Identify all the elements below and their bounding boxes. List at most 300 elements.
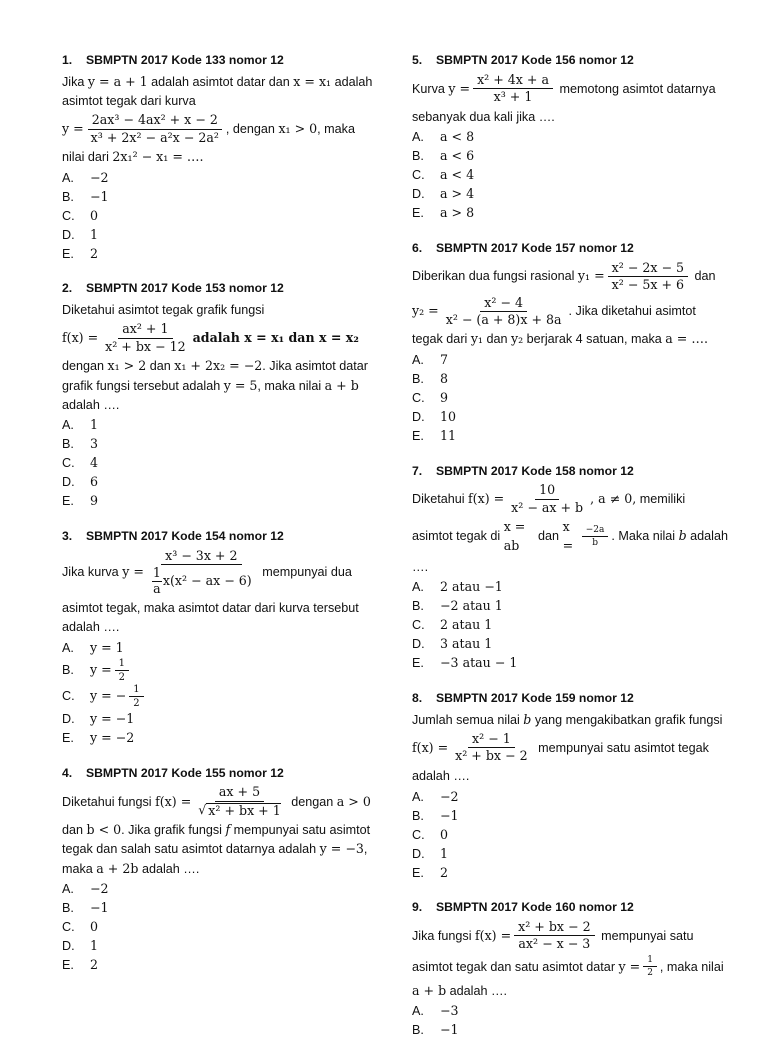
option-letter: D. — [412, 637, 425, 652]
option-value: −1 — [440, 807, 459, 823]
answer-option — [412, 408, 728, 427]
option-value: 3 atau 1 — [440, 636, 493, 652]
option-letter: C. — [412, 618, 425, 633]
question-heading: SBMPTN 2017 Kode 158 nomor 12 — [436, 463, 634, 478]
answer-option — [62, 684, 374, 710]
text: Diketahui fungsi — [62, 794, 156, 809]
equation-lhs: f(x) = — [62, 330, 99, 346]
question-text-line — [412, 955, 728, 979]
fraction — [473, 73, 553, 105]
radicand: x² + bx + 1 — [208, 802, 281, 818]
text: berjarak 4 satuan, maka — [523, 332, 666, 347]
answer-option — [412, 351, 728, 370]
option-value: −2 — [440, 788, 459, 804]
math-expression: 2x₁² − x₁ = …. — [112, 149, 204, 165]
option-letter: A. — [412, 789, 424, 804]
text: Jumlah semua nilai — [412, 712, 524, 727]
option-letter: D. — [62, 475, 75, 490]
math-expression: y₂ — [511, 331, 524, 347]
text: mempunyai satu — [597, 928, 694, 943]
fraction-denominator: x² − ax + b — [511, 499, 584, 515]
text: asimtot tegak di — [412, 529, 504, 544]
option-value: 0 — [90, 207, 99, 223]
question-text-line — [62, 860, 374, 878]
fraction-numerator: ax + 5 — [215, 785, 264, 801]
option-letter: B. — [412, 808, 424, 823]
answer-option — [62, 937, 374, 956]
fraction-denominator: 2 — [647, 968, 653, 979]
answer-options — [62, 168, 374, 263]
option-letter: C. — [412, 391, 425, 406]
option-value: y = − — [90, 688, 127, 704]
question-heading: SBMPTN 2017 Kode 157 nomor 12 — [436, 240, 634, 255]
math-expression: x = x₁ — [293, 73, 332, 89]
answer-option — [62, 168, 374, 187]
answer-option — [62, 492, 374, 511]
square-root — [198, 803, 280, 818]
text: adalah …. — [446, 983, 508, 998]
question-text-line — [62, 821, 374, 839]
option-value: a > 4 — [440, 186, 475, 202]
text: nilai dari — [62, 150, 113, 165]
answer-option — [62, 956, 374, 975]
equation-lhs: f(x) = — [412, 739, 449, 755]
fraction — [87, 113, 223, 145]
question-title — [412, 52, 728, 70]
question-heading: SBMPTN 2017 Kode 153 nomor 12 — [86, 281, 284, 296]
fraction-denominator: 2 — [133, 698, 140, 710]
text: dan — [62, 823, 87, 838]
option-letter: E. — [412, 429, 424, 444]
option-letter: A. — [412, 580, 424, 595]
answer-option — [62, 899, 374, 918]
fraction-numerator: x² − 1 — [468, 732, 515, 748]
answer-option — [62, 187, 374, 206]
math-expression: a + 2b — [96, 860, 139, 876]
text: Diberikan dua fungsi rasional — [412, 269, 578, 284]
answer-option — [412, 370, 728, 389]
fraction-numerator: x² − 2x − 5 — [608, 261, 688, 277]
fraction-numerator: 2ax³ − 4ax² + x − 2 — [88, 113, 222, 129]
fraction-denominator: x² − 5x + 6 — [611, 277, 685, 293]
fraction-numerator: 10 — [535, 483, 559, 499]
option-value: a < 4 — [440, 167, 475, 183]
option-letter: C. — [412, 827, 425, 842]
answer-option — [412, 185, 728, 204]
question-heading: SBMPTN 2017 Kode 154 nomor 12 — [86, 529, 284, 543]
option-letter: A. — [62, 640, 74, 655]
fraction-denominator: a — [153, 580, 161, 596]
fraction-numerator: x² + 4x + a — [473, 73, 553, 89]
question-text-line — [62, 377, 374, 395]
math-expression: y = — [618, 958, 641, 974]
answer-option — [412, 787, 728, 806]
option-value: 0 — [440, 826, 449, 842]
question-title — [62, 52, 374, 70]
text: Jika — [62, 74, 88, 89]
option-letter: E. — [62, 246, 74, 261]
question-number: 7. — [412, 463, 423, 478]
text: dan — [691, 269, 716, 284]
option-value: −3 atau − 1 — [440, 655, 518, 671]
option-value: 4 — [90, 455, 99, 471]
text: dan — [534, 529, 563, 544]
option-letter: B. — [62, 663, 74, 678]
option-value: 2 — [90, 957, 99, 973]
text: Diketahui — [412, 492, 469, 507]
question-number: 6. — [412, 240, 423, 255]
math-expression: y = 5 — [223, 377, 258, 393]
equation — [62, 549, 374, 596]
answer-option — [412, 128, 728, 147]
option-letter: A. — [412, 353, 424, 368]
question-text-line — [62, 357, 374, 375]
question-title — [62, 280, 374, 298]
fraction — [451, 732, 531, 764]
equation — [412, 920, 728, 952]
option-value: −1 — [90, 188, 109, 204]
answer-option — [412, 844, 728, 863]
option-letter: B. — [62, 189, 74, 204]
fraction-numerator: −2a — [582, 525, 609, 537]
option-value: a < 6 — [440, 148, 475, 164]
answer-option — [412, 597, 728, 616]
option-value: 1 — [90, 417, 99, 433]
answer-option — [412, 389, 728, 408]
option-letter: D. — [412, 187, 425, 202]
question-number: 3. — [62, 529, 73, 543]
question-title — [412, 899, 728, 917]
math-expression: a > 0 — [336, 793, 371, 809]
option-letter: D. — [412, 410, 425, 425]
fraction — [582, 525, 609, 549]
question-7 — [412, 463, 728, 673]
fraction-numerator: 1 — [129, 684, 143, 698]
question-text-line: asimtot tegak, maka asimtot datar dari kurva tersebut — [62, 601, 359, 616]
answer-option — [62, 658, 374, 684]
text: adalah — [686, 529, 728, 544]
math-expression: f — [225, 822, 231, 838]
fraction — [152, 566, 162, 596]
fraction-denominator: ax² − x − 3 — [518, 936, 591, 952]
equation — [412, 732, 728, 764]
answer-option — [62, 880, 374, 899]
answer-options — [412, 787, 728, 882]
answer-options — [62, 416, 374, 511]
equation — [412, 483, 728, 515]
option-value: −1 — [440, 1022, 459, 1038]
option-value: 10 — [440, 409, 457, 425]
math-expression: y = a + 1 — [87, 73, 148, 89]
answer-option — [412, 806, 728, 825]
right-column — [412, 52, 728, 1057]
question-heading: SBMPTN 2017 Kode 160 nomor 12 — [436, 900, 634, 915]
answer-option — [62, 639, 374, 658]
equation-lhs: y₂ = — [412, 303, 439, 319]
answer-options — [62, 880, 374, 975]
equation — [62, 785, 374, 818]
question-number: 9. — [412, 900, 423, 915]
option-letter: D. — [62, 939, 75, 954]
fraction — [129, 684, 143, 710]
question-text-line: adalah …. — [62, 397, 120, 412]
text: . Jika asimtot datar — [262, 359, 368, 374]
math-expression: x₁ > 0 — [278, 121, 318, 137]
answer-option — [62, 416, 374, 435]
option-value: −3 — [440, 1003, 459, 1019]
fraction — [442, 296, 566, 328]
option-value: 2 atau 1 — [440, 617, 493, 633]
question-text-line — [62, 73, 374, 91]
option-value: a > 8 — [440, 205, 475, 221]
text: yang mengakibatkan grafik fungsi — [531, 712, 723, 727]
text: . Jika diketahui asimtot — [568, 304, 696, 319]
option-letter: E. — [62, 494, 74, 509]
question-text-line — [412, 330, 728, 348]
question-heading: SBMPTN 2017 Kode 155 nomor 12 — [86, 765, 284, 780]
text: asimtot tegak dan satu asimtot datar — [412, 959, 619, 974]
math-expression: x = — [562, 519, 574, 553]
equation-lhs: f(x) = — [475, 927, 512, 943]
math-expression: x₁ + 2x₂ = −2 — [174, 358, 263, 374]
question-text-line — [412, 711, 728, 729]
answer-option — [62, 225, 374, 244]
option-letter: B. — [412, 149, 424, 164]
fraction-numerator: 1 — [152, 565, 161, 581]
option-value: 1 — [440, 845, 449, 861]
text: mempunyai satu asimtot tegak — [534, 740, 709, 755]
question-1 — [62, 52, 374, 263]
answer-option — [62, 244, 374, 263]
math-expression: y₁ — [470, 331, 483, 347]
option-value: 2 atau −1 — [440, 579, 503, 595]
question-title — [412, 690, 728, 708]
answer-options — [412, 578, 728, 673]
fraction-denominator — [194, 802, 284, 818]
option-value: y = −2 — [90, 729, 135, 745]
fraction — [507, 483, 587, 515]
question-title — [412, 240, 728, 258]
answer-option — [62, 710, 374, 729]
text: memiliki — [636, 492, 686, 507]
math-expression: adalah x = x₁ dan x = x₂ — [192, 330, 359, 346]
fraction — [608, 261, 688, 293]
fraction — [643, 955, 657, 979]
question-5 — [412, 52, 728, 223]
text: . Jika grafik fungsi — [121, 823, 226, 838]
fraction-denominator: x² + bx − 12 — [105, 338, 186, 354]
option-value: a < 8 — [440, 129, 475, 145]
question-number: 8. — [412, 691, 423, 706]
option-letter: D. — [412, 846, 425, 861]
fraction-numerator: ax² + 1 — [118, 322, 172, 338]
option-letter: C. — [412, 168, 425, 183]
equation-lhs: y = — [448, 80, 471, 96]
text: , maka nilai — [257, 378, 325, 393]
answer-option — [62, 454, 374, 473]
question-6 — [412, 240, 728, 446]
answer-option — [412, 825, 728, 844]
equation — [412, 296, 728, 328]
math-expression: x = ab — [503, 519, 526, 553]
question-title — [62, 765, 374, 783]
answer-option — [62, 206, 374, 225]
equation — [412, 73, 728, 105]
fraction-denominator: x³ + 2x² − a²x − 2a² — [90, 129, 219, 145]
math-expression: b — [523, 711, 532, 727]
math-expression: y = −3 — [319, 841, 364, 857]
option-value: 9 — [440, 390, 449, 406]
option-value: 2 — [90, 245, 99, 261]
question-text-line: Diketahui asimtot tegak grafik fungsi — [62, 303, 265, 318]
question-title — [412, 463, 728, 481]
fraction-numerator: 1 — [643, 955, 657, 967]
equation — [62, 322, 374, 354]
text: Jika fungsi — [412, 928, 475, 943]
option-letter: C. — [62, 689, 75, 704]
option-value: y = — [90, 662, 112, 678]
equation — [412, 261, 728, 293]
option-letter: B. — [62, 901, 74, 916]
question-text-line: …. — [412, 559, 429, 574]
option-value: 1 — [90, 226, 99, 242]
math-expression: x₁ > 2 — [107, 358, 147, 374]
fraction-denominator: x² − (a + 8)x + 8a — [445, 311, 562, 327]
question-heading: SBMPTN 2017 Kode 159 nomor 12 — [436, 691, 634, 706]
text: , maka — [317, 122, 355, 137]
text: mempunyai satu asimtot — [230, 823, 371, 838]
answer-option — [412, 654, 728, 673]
text: . Maka nilai — [611, 529, 679, 544]
fraction — [514, 920, 594, 952]
answer-option — [412, 616, 728, 635]
fraction-numerator: x³ − 3x + 2 — [161, 549, 241, 565]
option-value: −2 — [90, 881, 109, 897]
answer-option — [412, 1002, 728, 1021]
option-value: −2 — [90, 169, 109, 185]
answer-options — [412, 1002, 728, 1040]
option-letter: E. — [412, 206, 424, 221]
question-text-line — [412, 982, 728, 1000]
equation-lhs: y = — [122, 564, 144, 580]
answer-option — [412, 147, 728, 166]
left-column — [62, 52, 374, 992]
fraction-denominator: 2 — [118, 672, 126, 684]
radical-sign-icon: √ — [198, 801, 207, 817]
option-value: 6 — [90, 474, 99, 490]
fraction-denominator: b — [592, 538, 598, 549]
question-heading: SBMPTN 2017 Kode 133 nomor 12 — [86, 53, 284, 67]
text: Kurva — [412, 81, 449, 96]
math-expression: b — [678, 528, 687, 544]
option-value: 9 — [90, 493, 99, 509]
answer-option — [62, 473, 374, 492]
question-text-line: asimtot tegak dari kurva — [62, 93, 196, 108]
fraction-numerator: x² − 4 — [480, 296, 527, 312]
question-text-line — [62, 148, 374, 166]
question-text-line: sebanyak dua kali jika …. — [412, 109, 555, 124]
text: , dengan — [225, 122, 279, 137]
question-text-line — [62, 840, 374, 858]
math-expression: x(x² − ax − 6) — [162, 572, 252, 588]
question-number: 2. — [62, 281, 73, 296]
math-expression: a + b — [412, 982, 447, 998]
option-letter: D. — [62, 711, 75, 726]
fraction — [115, 658, 129, 684]
text: dengan — [62, 359, 108, 374]
option-value: y = 1 — [90, 639, 124, 655]
text: adalah asimtot datar dan — [147, 74, 294, 89]
option-value: 3 — [90, 436, 99, 452]
answer-option — [412, 863, 728, 882]
math-expression: , a ≠ 0, — [590, 491, 637, 507]
option-letter: B. — [62, 437, 74, 452]
question-text-line — [412, 518, 728, 555]
question-3 — [62, 528, 374, 748]
option-value: −1 — [90, 900, 109, 916]
text: grafik fungsi tersebut adalah — [62, 378, 224, 393]
equation-lhs: f(x) = — [155, 793, 192, 809]
fraction-denominator — [147, 565, 256, 596]
question-text-line: adalah …. — [62, 620, 120, 635]
text: adalah …. — [138, 861, 200, 876]
question-text-line: adalah …. — [412, 768, 470, 783]
text: tegak dan salah satu asimtot datarnya adalah — [62, 842, 320, 857]
question-number: 1. — [62, 53, 73, 67]
question-2 — [62, 280, 374, 511]
fraction — [194, 785, 284, 818]
option-letter: A. — [62, 418, 74, 433]
option-letter: E. — [412, 865, 424, 880]
text: , maka nilai — [659, 959, 724, 974]
answer-option — [412, 204, 728, 223]
answer-option — [62, 918, 374, 937]
option-letter: A. — [412, 130, 424, 145]
option-letter: E. — [412, 656, 424, 671]
option-value: −2 atau 1 — [440, 598, 503, 614]
option-letter: C. — [62, 920, 75, 935]
option-letter: A. — [62, 170, 74, 185]
answer-option — [62, 729, 374, 748]
question-heading: SBMPTN 2017 Kode 156 nomor 12 — [436, 53, 634, 67]
option-letter: C. — [62, 456, 75, 471]
option-letter: E. — [62, 958, 74, 973]
math-expression: a = …. — [665, 331, 708, 347]
answer-option — [412, 166, 728, 185]
option-value: 1 — [90, 938, 99, 954]
option-letter: A. — [412, 1004, 424, 1019]
option-letter: B. — [412, 599, 424, 614]
answer-option — [412, 635, 728, 654]
answer-option — [62, 435, 374, 454]
fraction-denominator: x² + bx − 2 — [455, 748, 528, 764]
fraction — [101, 322, 189, 354]
option-value: y = −1 — [90, 710, 135, 726]
text: Jika kurva — [62, 565, 123, 580]
text: dan — [146, 359, 175, 374]
answer-options — [62, 639, 374, 748]
question-4 — [62, 765, 374, 975]
fraction-numerator: 1 — [115, 658, 129, 672]
fraction-numerator: x² + bx − 2 — [514, 920, 594, 936]
answer-option — [412, 578, 728, 597]
option-letter: E. — [62, 730, 74, 745]
option-letter: B. — [412, 1023, 424, 1038]
question-number: 4. — [62, 765, 73, 780]
question-9 — [412, 899, 728, 1040]
text: adalah — [331, 74, 373, 89]
text: dengan — [287, 794, 337, 809]
